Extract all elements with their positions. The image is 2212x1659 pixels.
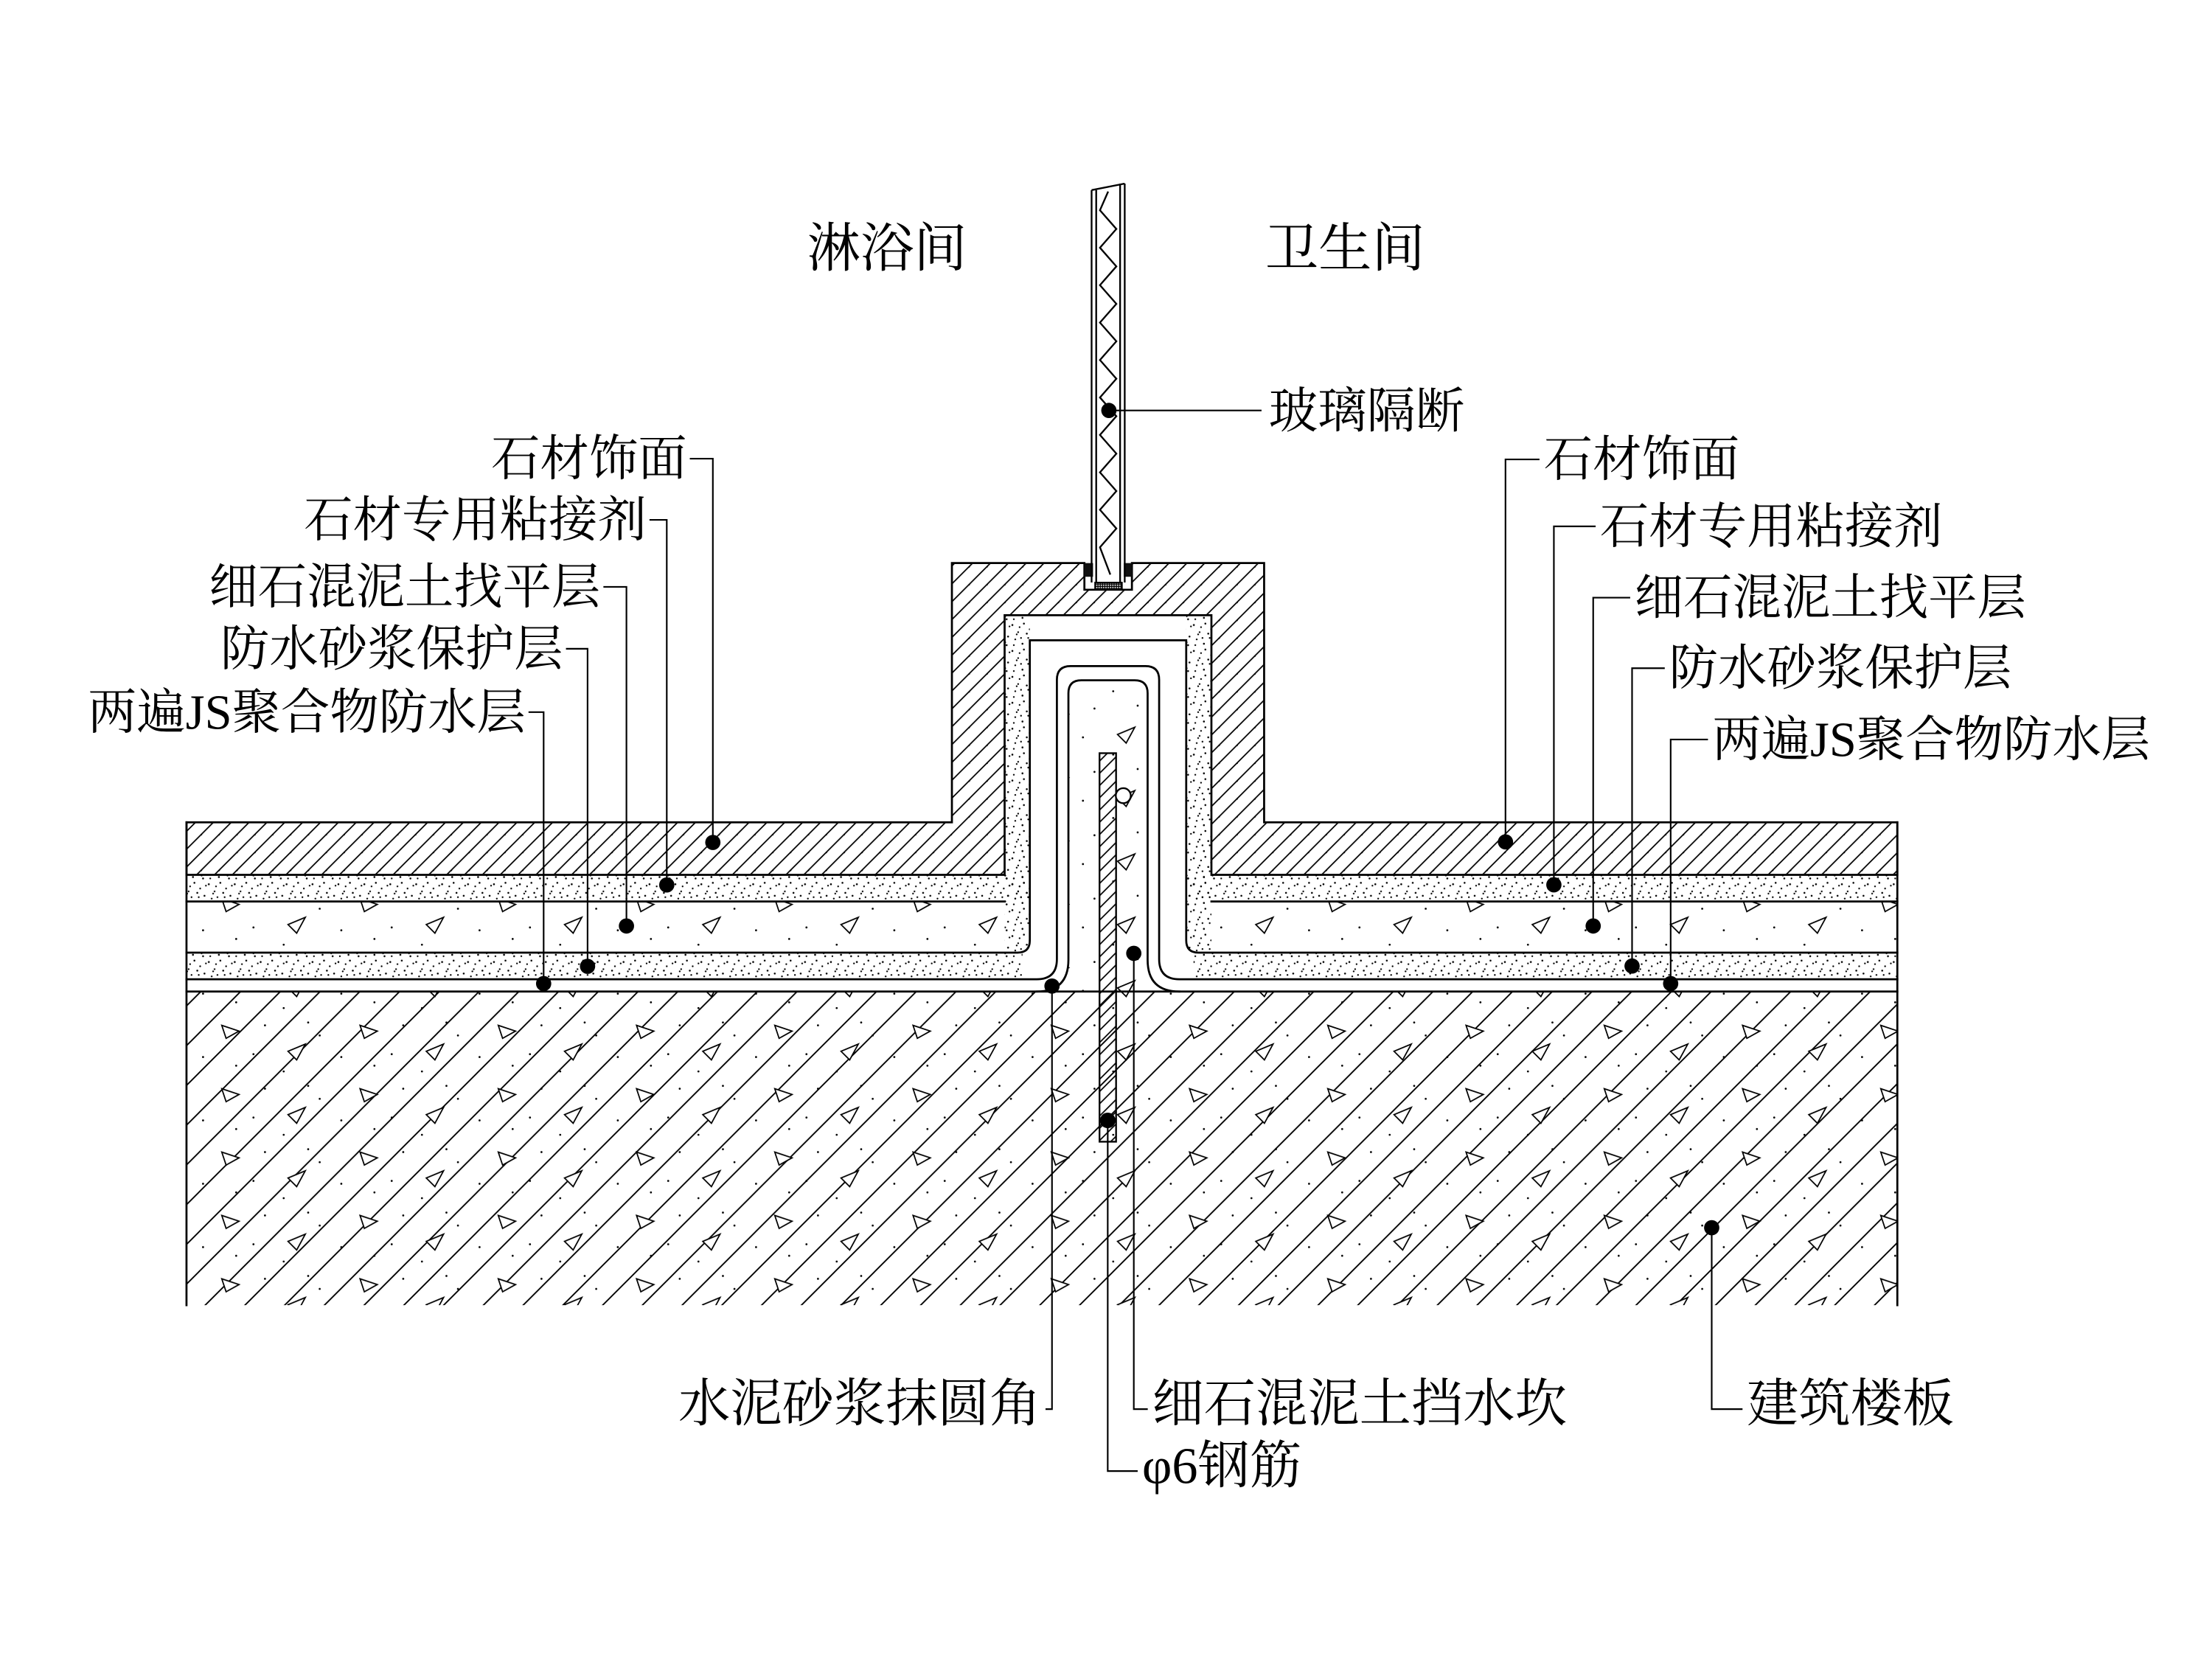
label-right-stone: 石材饰面 xyxy=(1543,433,1740,487)
label-fillet: 水泥砂浆抹圆角 xyxy=(678,1375,1042,1433)
label-curb: 细石混泥土挡水坎 xyxy=(1152,1375,1567,1433)
dot-left-protective xyxy=(580,959,596,974)
dot-left-adhesive xyxy=(659,877,675,893)
protective-layer-left xyxy=(187,953,1023,979)
leader-left-stone xyxy=(690,459,713,843)
curb-stipple-band-right xyxy=(1186,615,1211,953)
rebar-cross-section xyxy=(1116,788,1130,803)
leveling-layer-left xyxy=(187,902,1005,953)
adhesive-layer-left xyxy=(187,875,1030,902)
label-rebar: φ6钢筋 xyxy=(1141,1437,1302,1495)
label-right-waterproof: 两遍JS聚合物防水层 xyxy=(1712,713,2151,768)
dot-fillet xyxy=(1044,978,1060,994)
label-right-adhesive: 石材专用粘接剂 xyxy=(1599,500,1943,554)
glass-pane-edges xyxy=(1091,184,1124,582)
leveling-layer-right xyxy=(1211,902,1897,953)
glass-zigzag xyxy=(1100,192,1116,575)
label-slab: 建筑楼板 xyxy=(1747,1375,1955,1433)
dot-right-adhesive xyxy=(1546,877,1562,893)
curb-stipple-band-left xyxy=(1005,615,1030,953)
dot-slab xyxy=(1704,1220,1719,1236)
dot-left-stone xyxy=(705,835,720,850)
label-right-leveling: 细石混泥土找平层 xyxy=(1634,571,2026,626)
label-left-leveling: 细石混泥土找平层 xyxy=(209,560,601,615)
glass-partition xyxy=(1085,184,1132,590)
label-left-waterproof: 两遍JS聚合物防水层 xyxy=(88,686,526,740)
dot-right-protective xyxy=(1624,959,1640,974)
protective-layer-right xyxy=(1194,953,1897,979)
label-right-protective: 防水砂浆保护层 xyxy=(1669,641,2012,696)
adhesive-layer-right xyxy=(1186,875,1897,902)
dot-curb xyxy=(1126,946,1141,961)
glass-setting-block xyxy=(1095,582,1122,590)
rebar-bar xyxy=(1099,753,1116,1141)
room-label-shower: 淋浴间 xyxy=(807,219,967,279)
room-label-toilet: 卫生间 xyxy=(1265,219,1425,279)
dot-left-waterproof xyxy=(536,976,552,992)
label-glass-partition: 玻璃隔断 xyxy=(1268,385,1465,439)
dot-glass xyxy=(1102,403,1117,418)
dot-right-waterproof xyxy=(1663,976,1678,992)
dot-right-leveling xyxy=(1585,919,1601,934)
label-left-protective: 防水砂浆保护层 xyxy=(220,622,563,677)
dot-left-leveling xyxy=(619,919,634,934)
leader-right-stone xyxy=(1506,459,1540,842)
dot-right-stone xyxy=(1498,834,1513,849)
label-left-adhesive: 石材专用粘接剂 xyxy=(304,493,647,548)
label-left-stone: 石材饰面 xyxy=(491,432,687,487)
slab-concrete-symbols xyxy=(187,992,1897,1305)
